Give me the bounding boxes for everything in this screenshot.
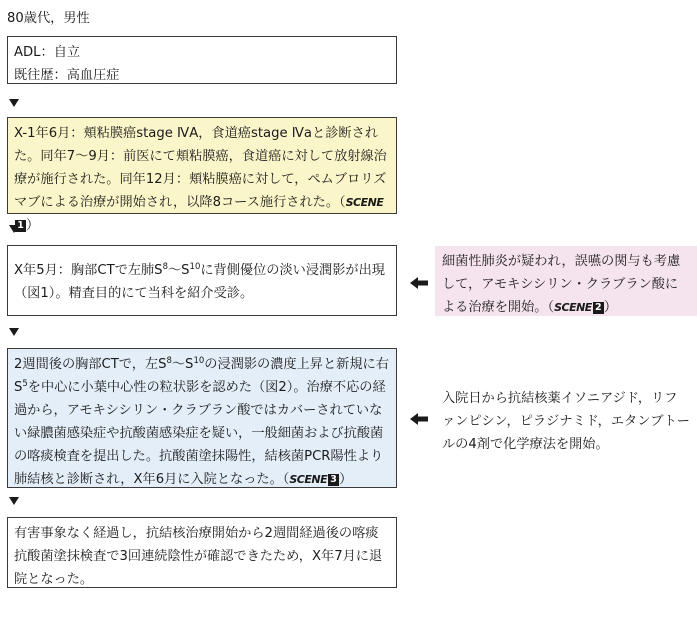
- scene-label: SCENE: [554, 301, 592, 314]
- scene-label: SCENE: [289, 473, 328, 486]
- segment-sup: 10: [193, 356, 205, 366]
- discharge-box: [7, 517, 397, 588]
- left-arrow-icon: [410, 277, 428, 289]
- scene-number-badge: 2: [593, 302, 604, 314]
- followup-text-2: ～S: [171, 357, 194, 372]
- scene-number-badge: 1: [15, 220, 26, 232]
- treatment-history-box: [7, 117, 397, 233]
- patient-header: 80歳代，男性: [7, 11, 90, 26]
- followup-text-1: 2週間後の胸部CTで，左S: [14, 357, 167, 372]
- down-arrow-icon: [9, 225, 19, 233]
- tb-chemotherapy-note: [435, 383, 697, 460]
- scene-label: SCENE: [345, 196, 384, 209]
- left-arrow-icon: [410, 413, 428, 425]
- scene-number-badge: 3: [328, 474, 339, 486]
- adl-box: [7, 36, 397, 84]
- history-close: ）: [26, 218, 40, 233]
- discharge-text: 有害事象なく経過し，抗結核治療開始から2週間経過後の喀痰抗酸菌塗抹検査で3回連続陰性が確認できたため，X年7月に退院となった。: [14, 526, 383, 587]
- pneumonia-treatment-note: [435, 246, 697, 316]
- ct-text-1: X年5月：胸部CTで左肺S: [14, 263, 163, 278]
- down-arrow-icon: [9, 497, 19, 505]
- down-arrow-icon: [9, 99, 19, 107]
- followup-ct-box: [7, 348, 397, 488]
- ct-finding-box: [7, 245, 397, 316]
- history-text: X-1年6月：頬粘膜癌stage ⅣA，食道癌stage Ⅳaと診断された。同年7～9月：前医にて頬粘膜癌，食道癌に対して放射線治療が施行された。同年12月：頬粘膜癌に対して，ペムブロリズマブによる治療が開始され，以降8コース施行された。（: [14, 126, 387, 210]
- history-line: 既往歴：高血圧症: [14, 68, 120, 83]
- side2-text: 入院日から抗結核薬イソニアジド，リファンピシン，ピラジナミド，エタンブトールの4剤で化学療法を開始。: [442, 391, 690, 452]
- segment-sup: 10: [189, 262, 201, 272]
- adl-line: ADL：自立: [14, 45, 81, 60]
- down-arrow-icon: [9, 328, 19, 336]
- segment-sup: 5: [22, 379, 28, 389]
- side1-text: 細菌性肺炎が疑われ，誤嚥の関与も考慮して，アモキシシリン・クラブラン酸による治療を開始。（: [442, 254, 681, 315]
- ct-text-2: ～S: [167, 263, 190, 278]
- followup-close: ）: [339, 472, 353, 487]
- segment-sup: 8: [162, 262, 168, 272]
- ct-text-3: に背側優位の淡い浸潤影が出現（図1）。精査目的にて当科を紹介受診。: [14, 263, 385, 301]
- side1-close: ）: [603, 300, 618, 315]
- followup-text-3: の浸潤影の濃度上昇と新規に右S: [14, 357, 389, 395]
- followup-text-4: を中心に小葉中心性の粒状影を認めた（図2）。治療不応の経過から，アモキシシリン・クラブラン酸ではカバーされていない緑膿菌感染症や抗酸菌感染症を疑い，一般細菌および抗酸菌の喀痰検査を提出した。抗酸菌塗抹陽性，結核菌PCR陽性より肺結核と診断され，X年6月に入院となった。（: [14, 380, 386, 487]
- segment-sup: 8: [166, 356, 172, 366]
